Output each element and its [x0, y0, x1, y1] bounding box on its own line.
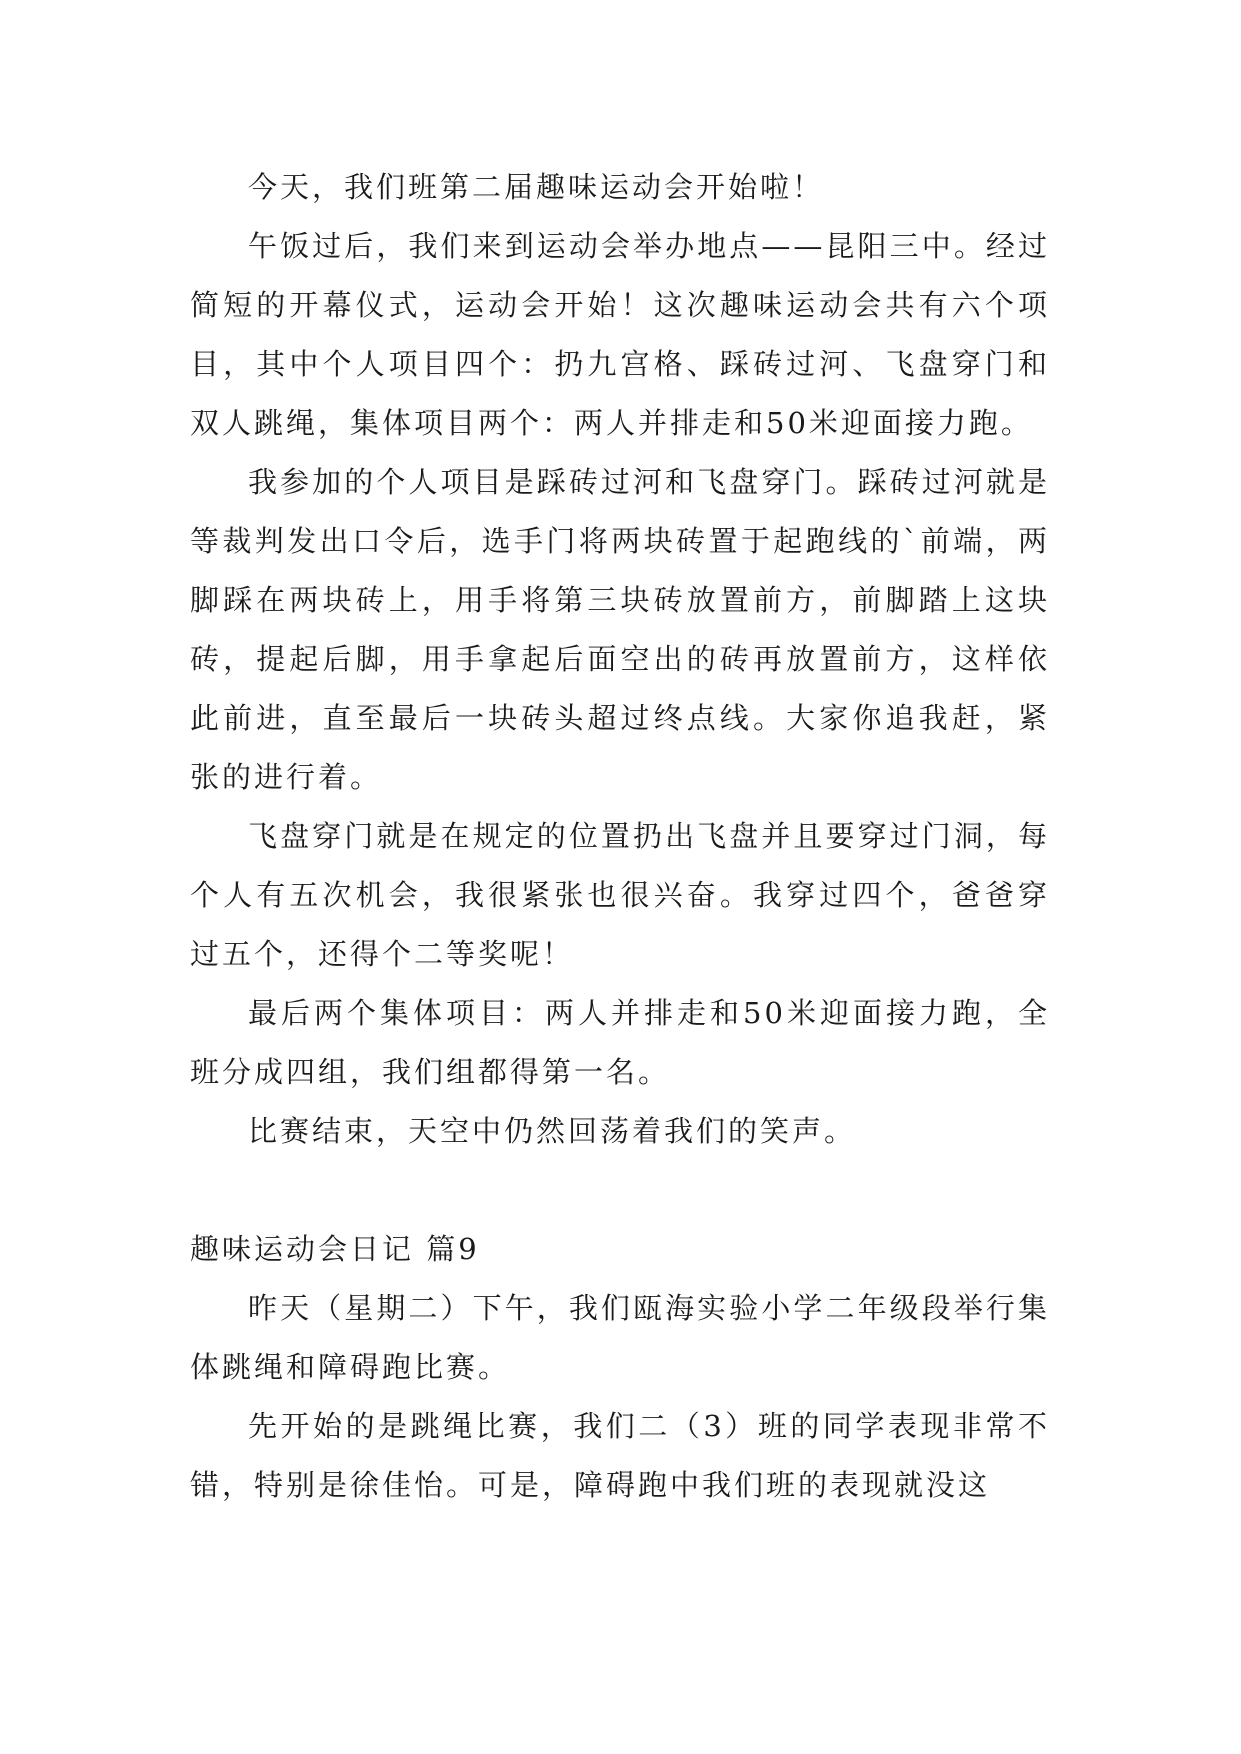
paragraph: 最后两个集体项目：两人并排走和50米迎面接力跑，全班分成四组，我们组都得第一名。 — [190, 996, 1050, 1089]
paragraph: 飞盘穿门就是在规定的位置扔出飞盘并且要穿过门洞，每个人有五次机会，我很紧张也很兴奋。我穿过四个，爸爸穿过五个，还得个二等奖呢！ — [190, 819, 1050, 971]
section-heading: 趣味运动会日记 篇9 — [190, 1232, 480, 1266]
paragraph: 我参加的个人项目是踩砖过河和飞盘穿门。踩砖过河就是等裁判发出口令后，选手门将两块砖置于起跑线的`前端，两脚踩在两块砖上，用手将第三块砖放置前方，前脚踏上这块砖，提起后脚，用手拿起后面空出的砖再放置前方，这样依此前进，直至最后一块砖头超过终点线。大家你追我赶，紧张的进行着。 — [190, 465, 1050, 794]
paragraph: 午饭过后，我们来到运动会举办地点——昆阳三中。经过简短的开幕仪式，运动会开始！这次趣味运动会共有六个项目，其中个人项目四个：扔九宫格、踩砖过河、飞盘穿门和双人跳绳，集体项目两个：两人并排走和50米迎面接力跑。 — [190, 229, 1050, 440]
paragraph: 昨天（星期二）下午，我们瓯海实验小学二年级段举行集体跳绳和障碍跑比赛。 — [190, 1291, 1050, 1384]
blank-line — [190, 1161, 1050, 1220]
paragraph: 比赛结束，天空中仍然回荡着我们的笑声。 — [248, 1114, 857, 1148]
paragraph: 今天，我们班第二届趣味运动会开始啦！ — [248, 170, 825, 204]
document-body — [190, 158, 1050, 1515]
paragraph: 先开始的是跳绳比赛，我们二（3）班的同学表现非常不错，特别是徐佳怡。可是，障碍跑中我们班的表现就没这 — [190, 1409, 1050, 1502]
